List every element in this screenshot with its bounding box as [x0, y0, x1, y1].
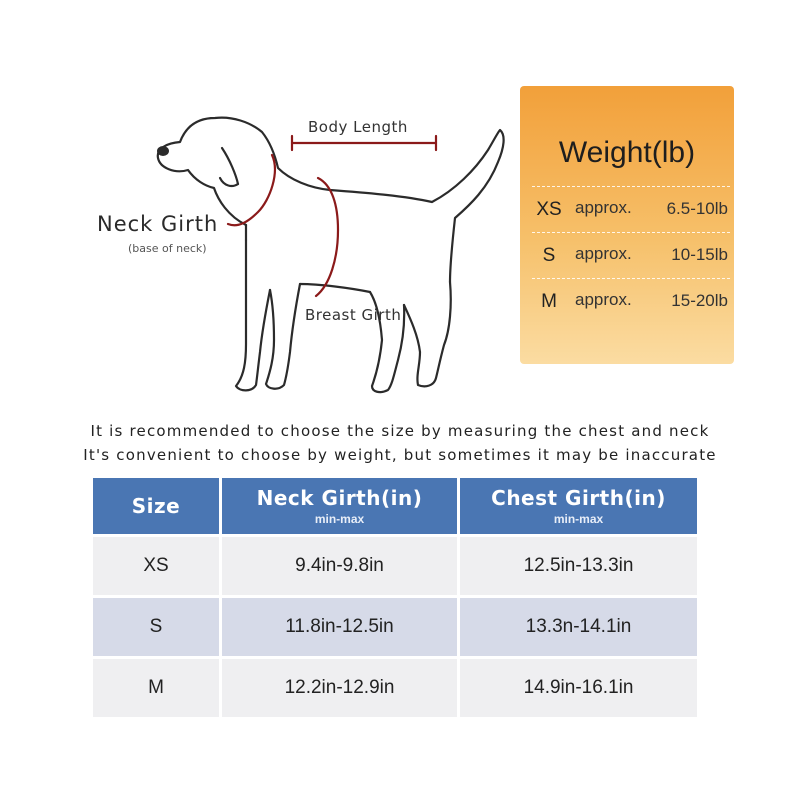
dog-outline-icon: [0, 0, 520, 410]
weight-row-approx: approx.: [575, 244, 632, 263]
dashed-divider: [532, 186, 730, 187]
size-chart-table: [93, 478, 697, 717]
chest-girth-cell: 14.9in-16.1in: [460, 656, 697, 717]
weight-card: [520, 86, 734, 364]
chest-girth-header-label: Chest Girth(in): [491, 486, 666, 510]
table-row: [93, 534, 697, 595]
size-cell: M: [93, 656, 222, 717]
weight-row-range: 10-15lb: [671, 245, 728, 264]
dog-measurement-diagram: [0, 0, 520, 410]
weight-row: [532, 232, 730, 276]
weight-row: [532, 186, 730, 230]
breast-girth-line: [316, 178, 338, 296]
neck-girth-label: Neck Girth: [97, 212, 219, 236]
dashed-divider: [532, 232, 730, 233]
neck-girth-header-sub: min-max: [314, 512, 365, 526]
weight-row: [532, 278, 730, 322]
neck-girth-sublabel: (base of neck): [128, 242, 207, 255]
size-cell: XS: [93, 534, 222, 595]
neck-girth-line: [228, 155, 275, 225]
weight-row-approx: approx.: [575, 290, 632, 309]
weight-row-range: 15-20lb: [671, 291, 728, 310]
neck-girth-cell: 11.8in-12.5in: [222, 595, 460, 656]
chest-girth-header: [460, 478, 697, 534]
neck-girth-cell: 12.2in-12.9in: [222, 656, 460, 717]
dashed-divider: [532, 278, 730, 279]
size-header-label: Size: [131, 494, 181, 518]
breast-girth-label: Breast Girth: [305, 306, 402, 324]
body-length-label: Body Length: [308, 118, 408, 136]
weight-row-size: M: [541, 291, 557, 312]
neck-girth-header-label: Neck Girth(in): [256, 486, 423, 510]
size-header: [93, 478, 222, 534]
weight-row-size: S: [542, 245, 556, 266]
weight-accuracy-note: It's convenient to choose by weight, but sometimes it may be inaccurate: [83, 446, 717, 464]
neck-girth-cell: 9.4in-9.8in: [222, 534, 460, 595]
chest-girth-header-sub: min-max: [553, 512, 604, 526]
recommendation-note: It is recommended to choose the size by measuring the chest and neck: [90, 422, 710, 440]
table-header-row: [93, 478, 697, 534]
weight-row-range: 6.5-10lb: [666, 199, 728, 218]
chest-girth-cell: 12.5in-13.3in: [460, 534, 697, 595]
weight-row-size: XS: [536, 199, 562, 220]
neck-girth-header: [222, 478, 460, 534]
chest-girth-cell: 13.3n-14.1in: [460, 595, 697, 656]
table-row: [93, 595, 697, 656]
weight-row-approx: approx.: [575, 198, 632, 217]
table-row: [93, 656, 697, 717]
weight-card-title: Weight(lb): [558, 136, 696, 169]
size-cell: S: [93, 595, 222, 656]
